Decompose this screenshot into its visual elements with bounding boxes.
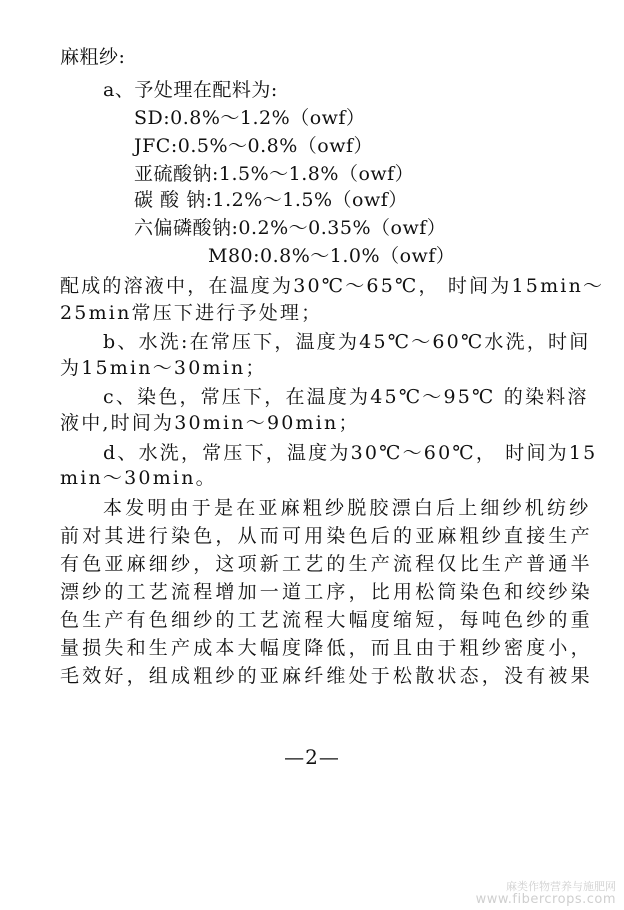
text-line-22: 量损失和生产成本大幅度降低，而且由于粗纱密度小， <box>60 637 593 659</box>
site-watermark <box>476 880 616 906</box>
text-line-8: M80:0.8%～1.0%（owf） <box>208 245 456 267</box>
text-line-7: 六偏磷酸钠:0.2%～0.35%（owf） <box>134 217 447 239</box>
text-line-1: 麻粗纱: <box>60 46 126 68</box>
page-number: —2— <box>284 745 340 769</box>
text-line-16: min～30min。 <box>60 467 217 489</box>
text-line-15: d、水洗，常压下，温度为30℃～60℃， 时间为15 <box>103 442 598 464</box>
text-line-10: 25min常压下进行予处理； <box>60 302 323 324</box>
text-line-12: 为15min～30min； <box>60 357 267 379</box>
watermark-url: www.fibercrops.com <box>475 892 616 907</box>
text-line-11: b、水洗:在常压下，温度为45℃～60℃水洗，时间 <box>103 331 591 353</box>
text-line-21: 色生产有色细纱的工艺流程大幅度缩短，每吨色纱的重 <box>60 609 593 631</box>
text-line-9: 配成的溶液中，在温度为30℃～65℃， 时间为15min～ <box>60 275 605 297</box>
text-line-23: 毛效好，组成粗纱的亚麻纤维处于松散状态，没有被果 <box>60 665 593 687</box>
watermark-cn: 麻类作物营养与施肥网 <box>506 880 616 893</box>
text-line-17: 本发明由于是在亚麻粗纱脱胶漂白后上细纱机纺纱 <box>103 497 592 519</box>
text-line-5: 亚硫酸钠:1.5%～1.8%（owf） <box>134 163 415 185</box>
text-line-2: a、予处理在配料为: <box>103 79 278 101</box>
text-line-20: 漂纱的工艺流程增加一道工序，比用松筒染色和绞纱染 <box>60 581 593 603</box>
text-line-19: 有色亚麻细纱，这项新工艺的生产流程仅比生产普通半 <box>60 553 593 575</box>
text-line-14: 液中,时间为30min～90min； <box>60 412 360 434</box>
text-line-6: 碳 酸 钠:1.2%～1.5%（owf） <box>134 189 408 211</box>
text-line-13: c、染色，常压下，在温度为45℃～95℃ 的染料溶 <box>103 386 589 408</box>
text-line-18: 前对其进行染色，从而可用染色后的亚麻粗纱直接生产 <box>60 525 593 547</box>
text-line-3: SD:0.8%～1.2%（owf） <box>134 107 366 129</box>
text-line-4: JFC:0.5%～0.8%（owf） <box>134 135 374 157</box>
